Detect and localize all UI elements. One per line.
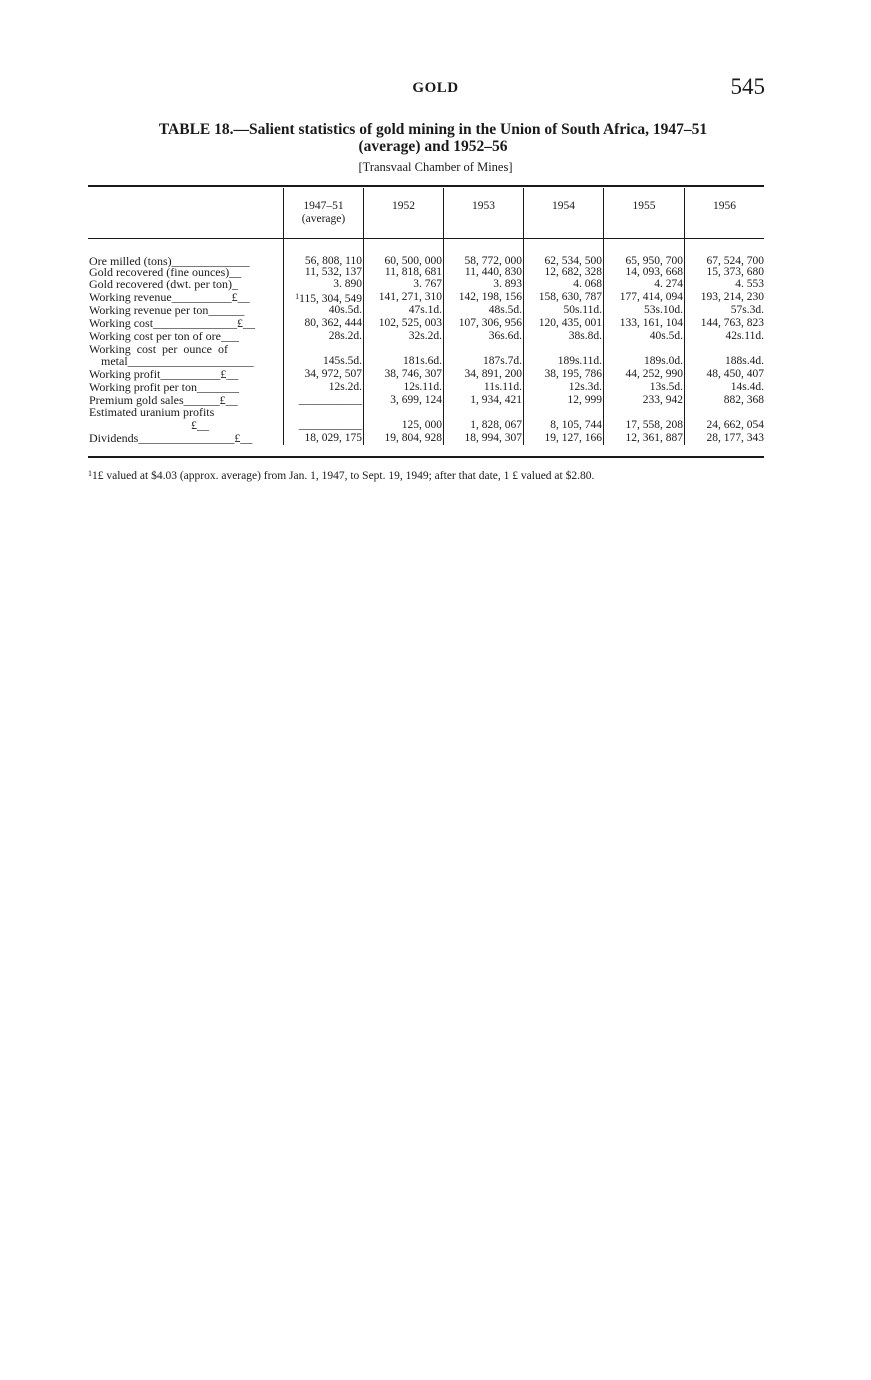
cell-value: 11, 440, 830 — [464, 266, 522, 278]
table-cell — [688, 355, 764, 367]
column-header-1953: 1953 — [472, 200, 495, 212]
table-title-line-1: TABLE 18.—Salient statistics of gold mining in the Union of South Africa, 1947–51 — [158, 121, 708, 138]
cell-value: 144, 763, 823 — [700, 317, 764, 329]
row-label: £__ — [89, 418, 209, 432]
table-top-rule — [88, 185, 764, 187]
table-cell — [607, 330, 683, 342]
table-cell — [446, 368, 522, 380]
row-label: Gold recovered (dwt. per ton)_ — [89, 277, 238, 291]
table-cell — [366, 291, 442, 303]
table-cell — [607, 291, 683, 303]
table-cell — [607, 304, 683, 316]
cell-value: 1, 934, 421 — [470, 394, 522, 406]
table-cell — [607, 355, 683, 367]
table-cell — [366, 394, 442, 406]
table-cell — [607, 394, 683, 406]
table-cell — [286, 355, 362, 367]
column-divider — [603, 188, 604, 445]
cell-value: ___________ — [298, 394, 362, 406]
table-cell — [526, 419, 602, 431]
cell-value: 193, 214, 230 — [700, 291, 764, 303]
row-label: Working profit__________£__ — [89, 367, 239, 381]
cell-value: 56, 808, 110 — [304, 255, 362, 267]
table-cell — [688, 330, 764, 342]
cell-value: 57s.3d. — [730, 304, 764, 316]
table-cell — [526, 394, 602, 406]
table-cell — [688, 381, 764, 393]
table-cell — [688, 266, 764, 278]
cell-value: 12s.11d. — [403, 381, 442, 393]
cell-value: 34, 972, 507 — [304, 368, 362, 380]
cell-value: 80, 362, 444 — [304, 317, 362, 329]
cell-value: 12, 682, 328 — [544, 266, 602, 278]
table-cell — [366, 317, 442, 329]
table-cell — [286, 266, 362, 278]
table-cell — [607, 368, 683, 380]
column-header-line: 1947–51 — [303, 200, 344, 212]
cell-value: 44, 252, 990 — [625, 368, 683, 380]
table-cell — [688, 317, 764, 329]
column-divider — [283, 188, 284, 445]
cell-value: 15, 373, 680 — [706, 266, 764, 278]
table-cell — [446, 278, 522, 290]
table-cell — [688, 291, 764, 303]
column-header-1954: 1954 — [552, 200, 575, 212]
table-cell — [688, 394, 764, 406]
table-source: [Transvaal Chamber of Mines] — [358, 160, 513, 174]
row-label: Working revenue__________£__ — [89, 290, 250, 304]
table-cell — [286, 330, 362, 342]
cell-value: 40s.5d. — [328, 304, 362, 316]
header-bottom-rule — [88, 238, 764, 239]
cell-value: 181s.6d. — [403, 355, 442, 367]
table-cell — [286, 291, 362, 305]
footnote-reference: 1 — [295, 292, 300, 301]
table-cell — [366, 368, 442, 380]
cell-value: 34, 891, 200 — [464, 368, 522, 380]
cell-value: 125, 000 — [401, 419, 442, 431]
table-cell — [286, 317, 362, 329]
cell-value: 36s.6d. — [488, 330, 522, 342]
cell-value: 48, 450, 407 — [706, 368, 764, 380]
table-cell — [366, 419, 442, 431]
cell-value: 58, 772, 000 — [464, 255, 522, 267]
table-cell — [366, 381, 442, 393]
table-cell — [286, 368, 362, 380]
cell-value: 38, 195, 786 — [544, 368, 602, 380]
table-cell — [446, 330, 522, 342]
table-cell — [286, 278, 362, 290]
cell-value: 62, 534, 500 — [544, 255, 602, 267]
table-cell — [366, 355, 442, 367]
cell-value: 12s.3d. — [568, 381, 602, 393]
table-title — [88, 121, 778, 155]
cell-value: 120, 435, 001 — [538, 317, 602, 329]
table-cell — [607, 278, 683, 290]
cell-value: 158, 630, 787 — [538, 291, 602, 303]
table-cell — [607, 381, 683, 393]
column-divider — [443, 188, 444, 445]
table-cell — [526, 278, 602, 290]
cell-value: 28, 177, 343 — [706, 432, 764, 444]
cell-value: 40s.5d. — [649, 330, 683, 342]
table-title-line-2: (average) and 1952–56 — [358, 138, 508, 155]
row-label: Gold recovered (fine ounces)__ — [89, 265, 242, 279]
cell-value: 32s.2d. — [408, 330, 442, 342]
cell-value: 142, 198, 156 — [458, 291, 522, 303]
cell-value: 189s.11d. — [557, 355, 602, 367]
cell-value: 12s.2d. — [328, 381, 362, 393]
cell-value: 18, 994, 307 — [464, 432, 522, 444]
table-cell — [286, 394, 362, 406]
table-cell — [446, 432, 522, 444]
cell-value: 3, 699, 124 — [390, 394, 442, 406]
table-cell — [688, 419, 764, 431]
cell-value: 38, 746, 307 — [384, 368, 442, 380]
cell-value: 38s.8d. — [568, 330, 602, 342]
cell-value: 12, 999 — [567, 394, 602, 406]
cell-value: 65, 950, 700 — [625, 255, 683, 267]
table-cell — [286, 304, 362, 316]
cell-value: 50s.11d. — [563, 304, 602, 316]
cell-value: 189s.0d. — [644, 355, 683, 367]
cell-value: 4. 553 — [735, 278, 764, 290]
footnote — [88, 469, 594, 482]
table-cell — [526, 291, 602, 303]
table-cell — [607, 419, 683, 431]
column-divider — [684, 188, 685, 445]
cell-value: 19, 127, 166 — [544, 432, 602, 444]
cell-value: 3. 893 — [493, 278, 522, 290]
cell-value: 11, 532, 137 — [304, 266, 362, 278]
table-cell — [688, 304, 764, 316]
cell-value: 102, 525, 003 — [378, 317, 442, 329]
table-cell — [526, 330, 602, 342]
table-cell — [688, 432, 764, 444]
cell-value: 28s.2d. — [328, 330, 362, 342]
row-label: Working revenue per ton______ — [89, 303, 245, 317]
table-cell — [607, 317, 683, 329]
cell-value: 47s.1d. — [408, 304, 442, 316]
table-cell — [286, 381, 362, 393]
row-label: Working cost______________£__ — [89, 316, 256, 330]
row-label: Ore milled (tons)_____________ — [89, 254, 250, 268]
cell-value: 233, 942 — [642, 394, 683, 406]
page-number: 545 — [730, 74, 765, 99]
table-cell — [366, 330, 442, 342]
cell-value: 133, 161, 104 — [619, 317, 683, 329]
cell-value: ___________ — [298, 419, 362, 431]
table-cell — [688, 278, 764, 290]
cell-value: 19, 804, 928 — [384, 432, 442, 444]
cell-value: 107, 306, 956 — [458, 317, 522, 329]
cell-value: 3. 767 — [413, 278, 442, 290]
table-cell — [446, 355, 522, 367]
column-divider — [523, 188, 524, 445]
row-label: Estimated uranium profits — [89, 405, 215, 419]
cell-value: 24, 662, 054 — [706, 419, 764, 431]
cell-value: 187s.7d. — [483, 355, 522, 367]
cell-value: 141, 271, 310 — [378, 291, 442, 303]
table-cell — [526, 266, 602, 278]
table-cell — [607, 432, 683, 444]
running-header-title: GOLD — [412, 80, 459, 96]
cell-value: 42s.11d. — [725, 330, 764, 342]
footnote-text: 1£ valued at $4.03 (approx. average) from Jan. 1, 1947, to Sept. 19, 1949; after that date, 1 £ valued at $2.80. — [92, 470, 595, 482]
cell-value: 4. 274 — [654, 278, 683, 290]
cell-value: 11s.11d. — [483, 381, 522, 393]
table-cell — [286, 419, 362, 431]
row-label: Working profit per ton_______ — [89, 380, 240, 394]
cell-value: 18, 029, 175 — [304, 432, 362, 444]
row-label: Dividends________________£__ — [89, 431, 253, 445]
cell-value: 13s.5d. — [649, 381, 683, 393]
row-label: Working cost per ounce of — [89, 342, 228, 356]
table-cell — [446, 419, 522, 431]
cell-value: 177, 414, 094 — [619, 291, 683, 303]
cell-value: 67, 524, 700 — [706, 255, 764, 267]
cell-value: 4. 068 — [573, 278, 602, 290]
table-cell — [366, 278, 442, 290]
cell-value: 8, 105, 744 — [550, 419, 602, 431]
table-cell — [446, 291, 522, 303]
cell-value: 48s.5d. — [488, 304, 522, 316]
table-cell — [526, 381, 602, 393]
cell-value: 60, 500, 000 — [384, 255, 442, 267]
cell-value: 882, 368 — [723, 394, 764, 406]
table-cell — [526, 355, 602, 367]
column-header-1952: 1952 — [392, 200, 415, 212]
table-cell — [366, 432, 442, 444]
table-cell — [446, 266, 522, 278]
table-cell — [286, 432, 362, 444]
table-cell — [446, 317, 522, 329]
cell-value: 53s.10d. — [644, 304, 683, 316]
cell-value: 3. 890 — [333, 278, 362, 290]
table-cell — [526, 432, 602, 444]
column-header-line: (average) — [301, 213, 346, 225]
cell-value: 12, 361, 887 — [625, 432, 683, 444]
table-cell — [446, 394, 522, 406]
table-cell — [446, 381, 522, 393]
column-header-1947-51 — [284, 200, 363, 226]
cell-value: 145s.5d. — [323, 355, 362, 367]
row-label: Working cost per ton of ore___ — [89, 329, 239, 343]
cell-value: 11, 818, 681 — [384, 266, 442, 278]
column-header-1955: 1955 — [632, 200, 656, 212]
table-cell — [688, 368, 764, 380]
table-cell — [526, 304, 602, 316]
table-cell — [607, 266, 683, 278]
cell-value: 1, 828, 067 — [470, 419, 522, 431]
row-label: Premium gold sales______£__ — [89, 393, 238, 407]
table-cell — [366, 266, 442, 278]
cell-value: 14, 093, 668 — [625, 266, 683, 278]
column-divider — [363, 188, 364, 445]
cell-value: 17, 558, 208 — [625, 419, 683, 431]
table-cell — [366, 304, 442, 316]
table-cell — [446, 304, 522, 316]
cell-value: 188s.4d. — [725, 355, 764, 367]
footnote-marker: 1 — [88, 469, 92, 478]
cell-value: 14s.4d. — [730, 381, 764, 393]
cell-value: 115, 304, 549 — [299, 293, 362, 305]
row-label: metal_____________________ — [89, 354, 254, 368]
table-bottom-rule — [88, 456, 764, 458]
column-header-1956: 1956 — [713, 200, 736, 212]
table-cell — [526, 317, 602, 329]
table-cell — [526, 368, 602, 380]
